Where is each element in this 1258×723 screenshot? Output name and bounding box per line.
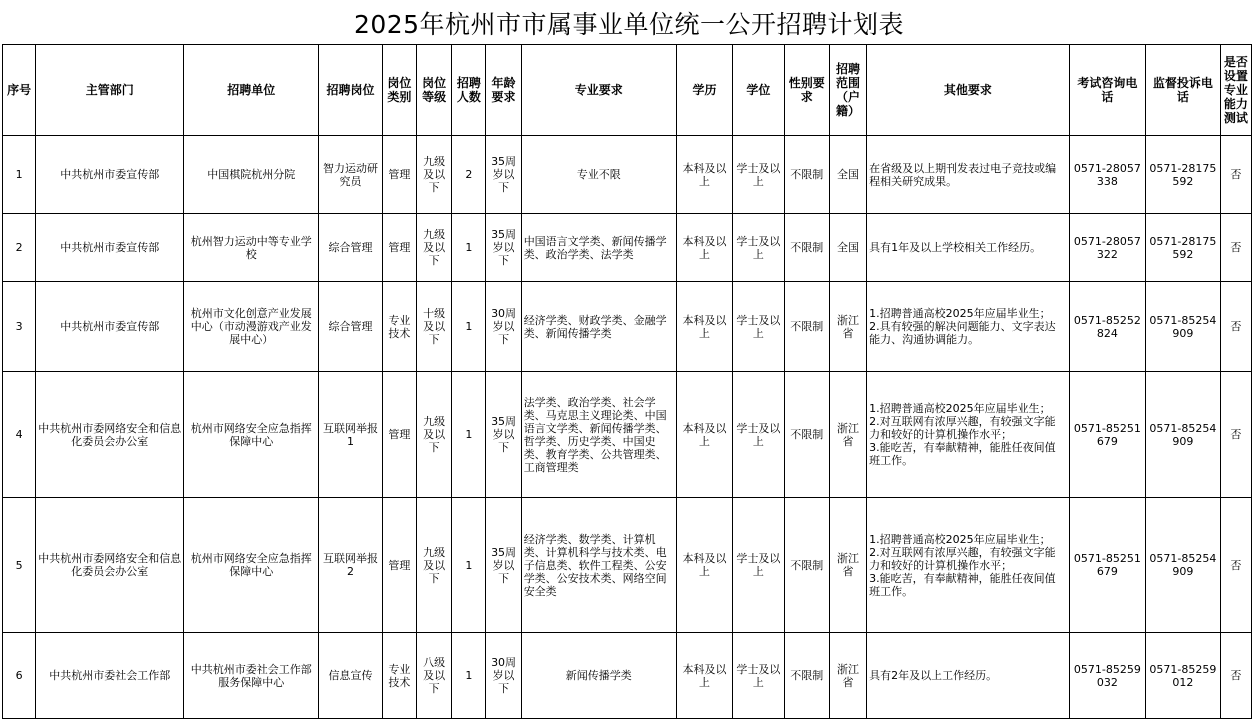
cell-category: 管理 (382, 136, 416, 214)
cell-category: 专业技术 (382, 633, 416, 719)
cell-age: 35周岁以下 (486, 498, 521, 633)
cell-test: 否 (1220, 633, 1251, 719)
cell-degree: 学士及以上 (733, 372, 784, 498)
cell-edu: 本科及以上 (676, 282, 732, 372)
cell-unit: 中共杭州市委社会工作部服务保障中心 (184, 633, 319, 719)
cell-age: 35周岁以下 (486, 214, 521, 282)
cell-test: 否 (1220, 282, 1251, 372)
cell-scope: 全国 (829, 214, 866, 282)
cell-major: 经济学类、数学类、计算机类、计算机科学与技术类、电子信息类、软件工程类、公安学类、公安技术类、网络空间安全类 (521, 498, 676, 633)
recruitment-table (2, 44, 1252, 719)
table-row (3, 136, 1252, 214)
cell-gender: 不限制 (784, 282, 829, 372)
cell-age: 30周岁以下 (486, 282, 521, 372)
cell-post: 信息宣传 (319, 633, 382, 719)
cell-gender: 不限制 (784, 136, 829, 214)
cell-scope: 浙江省 (829, 372, 866, 498)
header-cell: 岗位类别 (382, 45, 416, 136)
cell-post: 智力运动研究员 (319, 136, 382, 214)
header-cell: 岗位等级 (416, 45, 451, 136)
cell-post: 互联网举报2 (319, 498, 382, 633)
cell-count: 1 (452, 214, 486, 282)
cell-no: 3 (3, 282, 36, 372)
cell-degree: 学士及以上 (733, 282, 784, 372)
cell-tel-consult: 0571-85252824 (1069, 282, 1146, 372)
header-row (3, 45, 1252, 136)
table-row (3, 372, 1252, 498)
cell-count: 1 (452, 282, 486, 372)
cell-edu: 本科及以上 (676, 214, 732, 282)
cell-tel-consult: 0571-85251679 (1069, 498, 1146, 633)
cell-gender: 不限制 (784, 498, 829, 633)
header-cell: 序号 (3, 45, 36, 136)
cell-no: 4 (3, 372, 36, 498)
cell-tel-consult: 0571-28057322 (1069, 214, 1146, 282)
cell-major: 专业不限 (521, 136, 676, 214)
cell-edu: 本科及以上 (676, 498, 732, 633)
table-row (3, 214, 1252, 282)
cell-level: 九级及以下 (416, 214, 451, 282)
header-cell: 监督投诉电话 (1146, 45, 1221, 136)
cell-tel-complaint: 0571-85259012 (1146, 633, 1221, 719)
header-cell: 考试咨询电话 (1069, 45, 1146, 136)
cell-count: 1 (452, 372, 486, 498)
cell-level: 九级及以下 (416, 498, 451, 633)
cell-other: 1.招聘普通高校2025年应届毕业生； 2.对互联网有浓厚兴趣，有较强文字能力和较好的计算机操作水平； 3.能吃苦，有奉献精神，能胜任夜间值班工作。 (867, 372, 1069, 498)
cell-dept: 中共杭州市委宣传部 (36, 282, 184, 372)
cell-category: 管理 (382, 498, 416, 633)
cell-other: 1.招聘普通高校2025年应届毕业生； 2.对互联网有浓厚兴趣，有较强文字能力和较好的计算机操作水平； 3.能吃苦，有奉献精神，能胜任夜间值班工作。 (867, 498, 1069, 633)
cell-degree: 学士及以上 (733, 498, 784, 633)
cell-age: 30周岁以下 (486, 633, 521, 719)
cell-gender: 不限制 (784, 372, 829, 498)
cell-post: 互联网举报1 (319, 372, 382, 498)
cell-tel-complaint: 0571-85254909 (1146, 372, 1221, 498)
cell-edu: 本科及以上 (676, 633, 732, 719)
cell-no: 6 (3, 633, 36, 719)
cell-no: 1 (3, 136, 36, 214)
cell-unit: 中国棋院杭州分院 (184, 136, 319, 214)
cell-degree: 学士及以上 (733, 633, 784, 719)
cell-major: 中国语言文学类、新闻传播学类、政治学类、法学类 (521, 214, 676, 282)
cell-count: 2 (452, 136, 486, 214)
cell-test: 否 (1220, 214, 1251, 282)
cell-count: 1 (452, 633, 486, 719)
header-cell: 其他要求 (867, 45, 1069, 136)
cell-other: 具有1年及以上学校相关工作经历。 (867, 214, 1069, 282)
table-row (3, 633, 1252, 719)
cell-no: 2 (3, 214, 36, 282)
cell-dept: 中共杭州市委网络安全和信息化委员会办公室 (36, 498, 184, 633)
header-cell: 年龄要求 (486, 45, 521, 136)
cell-level: 十级及以下 (416, 282, 451, 372)
cell-other: 1.招聘普通高校2025年应届毕业生； 2.具有较强的解决问题能力、文字表达能力、沟通协调能力。 (867, 282, 1069, 372)
header-cell: 学位 (733, 45, 784, 136)
cell-category: 管理 (382, 372, 416, 498)
cell-dept: 中共杭州市委宣传部 (36, 214, 184, 282)
cell-unit: 杭州智力运动中等专业学校 (184, 214, 319, 282)
cell-dept: 中共杭州市委宣传部 (36, 136, 184, 214)
cell-level: 九级及以下 (416, 372, 451, 498)
cell-scope: 浙江省 (829, 282, 866, 372)
cell-degree: 学士及以上 (733, 214, 784, 282)
cell-category: 专业技术 (382, 282, 416, 372)
cell-dept: 中共杭州市委社会工作部 (36, 633, 184, 719)
cell-edu: 本科及以上 (676, 136, 732, 214)
cell-test: 否 (1220, 498, 1251, 633)
cell-scope: 浙江省 (829, 498, 866, 633)
cell-gender: 不限制 (784, 214, 829, 282)
cell-category: 管理 (382, 214, 416, 282)
cell-test: 否 (1220, 136, 1251, 214)
cell-other: 在省级及以上期刊发表过电子竞技或编程相关研究成果。 (867, 136, 1069, 214)
page-title: 2025年杭州市市属事业单位统一公开招聘计划表 (353, 10, 905, 39)
cell-post: 综合管理 (319, 282, 382, 372)
cell-no: 5 (3, 498, 36, 633)
cell-unit: 杭州市网络安全应急指挥保障中心 (184, 498, 319, 633)
header-cell: 是否设置专业能力测试 (1220, 45, 1251, 136)
header-cell: 性别要求 (784, 45, 829, 136)
cell-scope: 全国 (829, 136, 866, 214)
cell-level: 九级及以下 (416, 136, 451, 214)
cell-tel-consult: 0571-28057338 (1069, 136, 1146, 214)
header-cell: 招聘单位 (184, 45, 319, 136)
cell-dept: 中共杭州市委网络安全和信息化委员会办公室 (36, 372, 184, 498)
cell-major: 新闻传播学类 (521, 633, 676, 719)
header-cell: 招聘范围（户籍） (829, 45, 866, 136)
cell-age: 35周岁以下 (486, 372, 521, 498)
cell-unit: 杭州市文化创意产业发展中心（市动漫游戏产业发展中心） (184, 282, 319, 372)
cell-edu: 本科及以上 (676, 372, 732, 498)
cell-post: 综合管理 (319, 214, 382, 282)
cell-major: 法学类、政治学类、社会学类、马克思主义理论类、中国语言文学类、新闻传播学类、哲学类、历史学类、中国史类、教育学类、公共管理类、工商管理类 (521, 372, 676, 498)
cell-tel-complaint: 0571-28175592 (1146, 136, 1221, 214)
cell-count: 1 (452, 498, 486, 633)
cell-scope: 浙江省 (829, 633, 866, 719)
cell-age: 35周岁以下 (486, 136, 521, 214)
table-row (3, 498, 1252, 633)
cell-level: 八级及以下 (416, 633, 451, 719)
cell-tel-consult: 0571-85251679 (1069, 372, 1146, 498)
cell-gender: 不限制 (784, 633, 829, 719)
cell-tel-complaint: 0571-85254909 (1146, 282, 1221, 372)
cell-tel-complaint: 0571-28175592 (1146, 214, 1221, 282)
table-row (3, 282, 1252, 372)
cell-other: 具有2年及以上工作经历。 (867, 633, 1069, 719)
header-cell: 学历 (676, 45, 732, 136)
cell-degree: 学士及以上 (733, 136, 784, 214)
cell-tel-complaint: 0571-85254909 (1146, 498, 1221, 633)
cell-unit: 杭州市网络安全应急指挥保障中心 (184, 372, 319, 498)
header-cell: 招聘人数 (452, 45, 486, 136)
cell-major: 经济学类、财政学类、金融学类、新闻传播学类 (521, 282, 676, 372)
header-cell: 专业要求 (521, 45, 676, 136)
header-cell: 主管部门 (36, 45, 184, 136)
cell-tel-consult: 0571-85259032 (1069, 633, 1146, 719)
cell-test: 否 (1220, 372, 1251, 498)
header-cell: 招聘岗位 (319, 45, 382, 136)
